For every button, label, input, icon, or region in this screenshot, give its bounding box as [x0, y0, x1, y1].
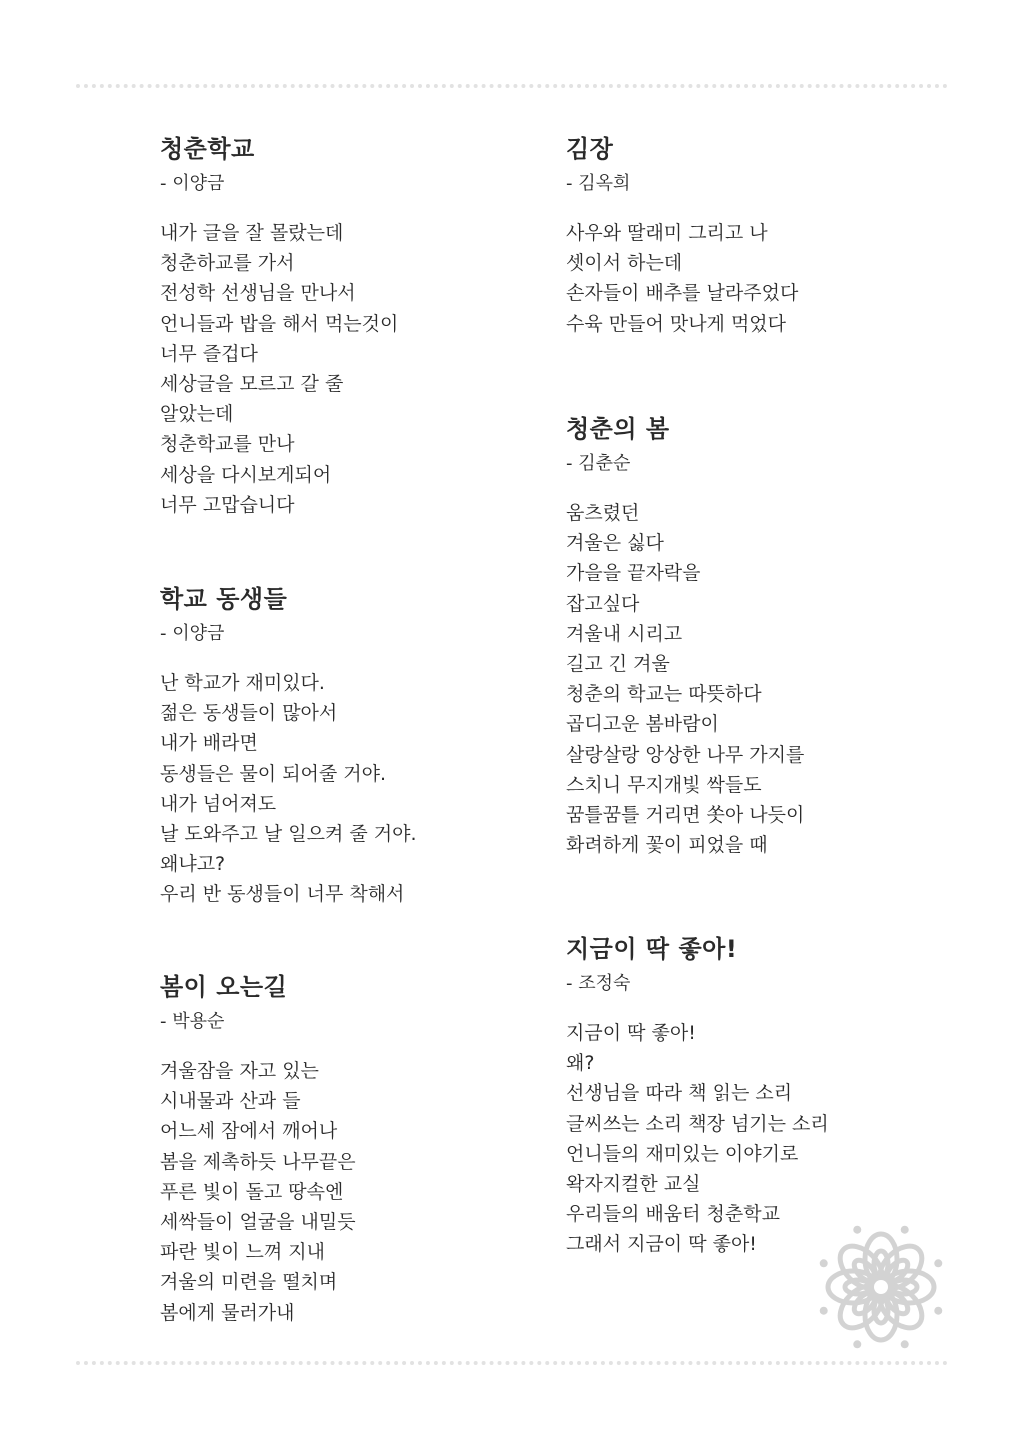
poem-line: 스치니 무지개빛 싹들도 — [566, 773, 762, 796]
poem-line: 난 학교가 재미있다. — [160, 672, 325, 694]
poem-line: 동생들은 물이 되어줄 거야. — [160, 762, 387, 785]
poem-line: 꿈틀꿈틀 거리면 쏫아 나듯이 — [566, 804, 805, 827]
top-dotted-divider — [76, 84, 948, 88]
poem-line: 전성학 선생님을 만나서 — [160, 282, 356, 305]
poem-body — [160, 1056, 560, 1328]
poem-line: 청춘학교를 만나 — [160, 433, 295, 456]
flower-dot — [934, 1259, 942, 1267]
poem-line: 언니들의 재미있는 이야기로 — [566, 1142, 799, 1165]
poem-line: 그래서 지금이 딱 좋아! — [566, 1233, 757, 1256]
flower-dot — [853, 1340, 861, 1348]
poem-line: 너무 고맙습니다 — [160, 493, 295, 516]
flower-ornament-icon — [808, 1214, 954, 1360]
poem-line: 내가 배라면 — [160, 732, 258, 755]
poem-line: 우리 반 동생들이 너무 착해서 — [160, 883, 405, 906]
poem-line: 청춘하교를 가서 — [160, 252, 295, 275]
poem-line: 선생님을 따라 책 읽는 소리 — [566, 1082, 793, 1105]
poem-author: - 이양금 — [160, 173, 225, 194]
poem-author: - 김춘순 — [566, 453, 631, 474]
poem-author: - 이양금 — [160, 623, 225, 644]
poem-line: 세상을 다시보게되어 — [160, 463, 332, 486]
poem-line: 언니들과 밥을 해서 먹는것이 — [160, 312, 399, 335]
poem-line: 겨울내 시리고 — [566, 622, 683, 645]
poem-line: 겨울잠을 자고 있는 — [160, 1060, 319, 1082]
poem-title: 김장 — [566, 135, 614, 163]
poem-line: 파란 빛이 느껴 지내 — [160, 1241, 325, 1264]
poem-line: 왜? — [566, 1052, 595, 1075]
poem-line: 봄을 제촉하듯 나무끝은 — [160, 1150, 356, 1173]
poem-line: 푸른 빛이 돌고 땅속엔 — [160, 1180, 344, 1203]
poem-line: 길고 긴 겨울 — [566, 653, 670, 676]
poem-line: 어느세 잠에서 깨어나 — [160, 1120, 338, 1143]
poem-author: - 김옥희 — [566, 173, 631, 194]
poem-line: 움츠렸던 — [566, 502, 640, 524]
poem-line: 봄에게 물러가내 — [160, 1301, 295, 1324]
poem-line: 시내물과 산과 들 — [160, 1090, 301, 1113]
poem-body — [160, 668, 560, 910]
flower-dot — [820, 1259, 828, 1267]
flower-dot — [901, 1340, 909, 1348]
bottom-dotted-divider — [76, 1361, 948, 1365]
poem-line: 살랑살랑 앙상한 나무 가지를 — [566, 743, 805, 766]
poem-line: 가을을 끝자락을 — [566, 562, 701, 585]
poem-chungchun-school — [160, 130, 560, 520]
poem-body — [160, 218, 560, 520]
poem-line: 너무 즐겁다 — [160, 342, 258, 365]
poem-body — [566, 498, 966, 860]
poem-school-siblings — [160, 580, 560, 910]
flower-dot — [853, 1226, 861, 1234]
poem-line: 세상글을 모르고 갈 줄 — [160, 373, 344, 396]
poem-line: 수육 만들어 맛나게 먹었다 — [566, 312, 787, 335]
poem-now-is-good — [566, 930, 966, 1260]
poem-line: 왜냐고? — [160, 853, 226, 876]
flower-dot — [901, 1226, 909, 1234]
poem-line: 세싹들이 얼굴을 내밀듯 — [160, 1211, 356, 1234]
poem-line: 겨울의 미련을 떨치며 — [160, 1271, 338, 1294]
poem-spring-road — [160, 968, 560, 1328]
poem-line: 사우와 딸래미 그리고 나 — [566, 222, 768, 244]
poem-author: - 박용순 — [160, 1011, 225, 1032]
poem-title: 학교 동생들 — [160, 585, 288, 613]
poem-line: 글씨쓰는 소리 책장 넘기는 소리 — [566, 1112, 829, 1135]
poem-title: 봄이 오는길 — [160, 973, 288, 1001]
poem-line: 우리들의 배움터 청춘학교 — [566, 1203, 780, 1226]
poem-author: - 조정숙 — [566, 973, 631, 994]
poem-line: 청춘의 학교는 따뜻하다 — [566, 683, 762, 706]
poem-line: 화려하게 꽃이 피었을 때 — [566, 834, 768, 857]
poem-line: 왁자지컬한 교실 — [566, 1173, 701, 1196]
poem-line: 지금이 딱 좋아! — [566, 1022, 696, 1044]
poem-line: 잡고싶다 — [566, 592, 640, 615]
poem-line: 겨울은 싫다 — [566, 532, 664, 555]
poem-body — [566, 218, 966, 339]
poem-title: 청춘의 봄 — [566, 415, 670, 443]
poem-youth-spring — [566, 410, 966, 860]
flower-dot — [820, 1307, 828, 1315]
poem-line: 손자들이 배추를 날라주었다 — [566, 282, 799, 305]
poem-line: 내가 넘어져도 — [160, 792, 277, 815]
poem-line: 셋이서 하는데 — [566, 252, 683, 275]
flower-dot — [934, 1307, 942, 1315]
poem-line: 내가 글을 잘 몰랐는데 — [160, 222, 344, 244]
poem-title: 청춘학교 — [160, 135, 255, 163]
poem-kimjang — [566, 130, 966, 339]
poem-line: 젊은 동생들이 많아서 — [160, 702, 338, 725]
poem-line: 날 도와주고 날 일으켜 줄 거야. — [160, 823, 417, 846]
poem-line: 알았는데 — [160, 403, 234, 426]
poem-line: 곱디고운 봄바람이 — [566, 713, 719, 736]
poem-title: 지금이 딱 좋아! — [566, 935, 738, 963]
